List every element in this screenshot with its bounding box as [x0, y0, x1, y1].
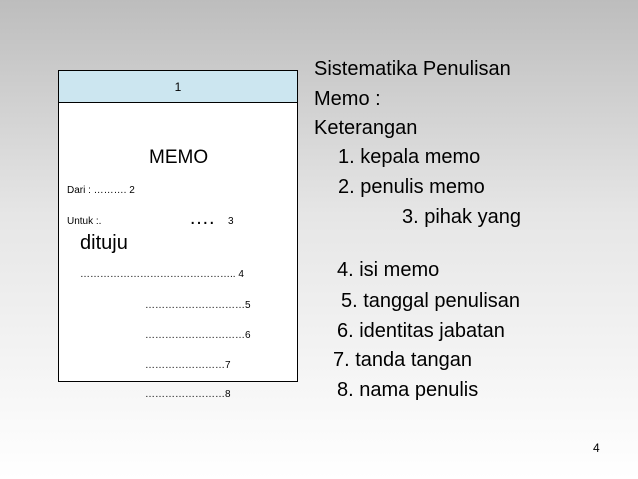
memo-line-7: ……………………7 [145, 360, 231, 371]
list-item-2: 2. penulis memo [338, 176, 485, 198]
memo-line-6: …………………………6 [145, 330, 251, 341]
heading-line-3: Keterangan [314, 117, 418, 139]
list-item-1: 1. kepala memo [338, 146, 481, 168]
list-item-6: 6. identitas jabatan [337, 320, 505, 342]
page-number: 4 [593, 441, 600, 455]
memo-to-word: dituju [80, 232, 128, 254]
memo-to-label: Untuk :. [67, 216, 102, 227]
memo-from-line: Dari : ………. 2 [67, 185, 135, 196]
list-item-5: 5. tanggal penulisan [341, 290, 521, 312]
heading-line-2: Memo : [314, 88, 381, 110]
list-item-3: 3. pihak yang [402, 206, 521, 228]
memo-line-8: ……………………8 [145, 389, 231, 400]
list-item-4: 4. isi memo [337, 259, 440, 281]
memo-to-number: 3 [228, 216, 234, 227]
memo-header [59, 71, 297, 103]
memo-line-4: ……………………………………….. 4 [80, 269, 244, 280]
memo-header-number: 1 [174, 79, 182, 94]
memo-title: MEMO [149, 147, 209, 168]
list-item-8: 8. nama penulis [337, 379, 479, 401]
heading-line-1: Sistematika Penulisan [314, 58, 511, 80]
memo-line-5: …………………………5 [145, 300, 251, 311]
memo-template-box [58, 70, 298, 400]
memo-to-dots: …. [189, 207, 215, 229]
list-item-7: 7. tanda tangan [333, 349, 473, 371]
